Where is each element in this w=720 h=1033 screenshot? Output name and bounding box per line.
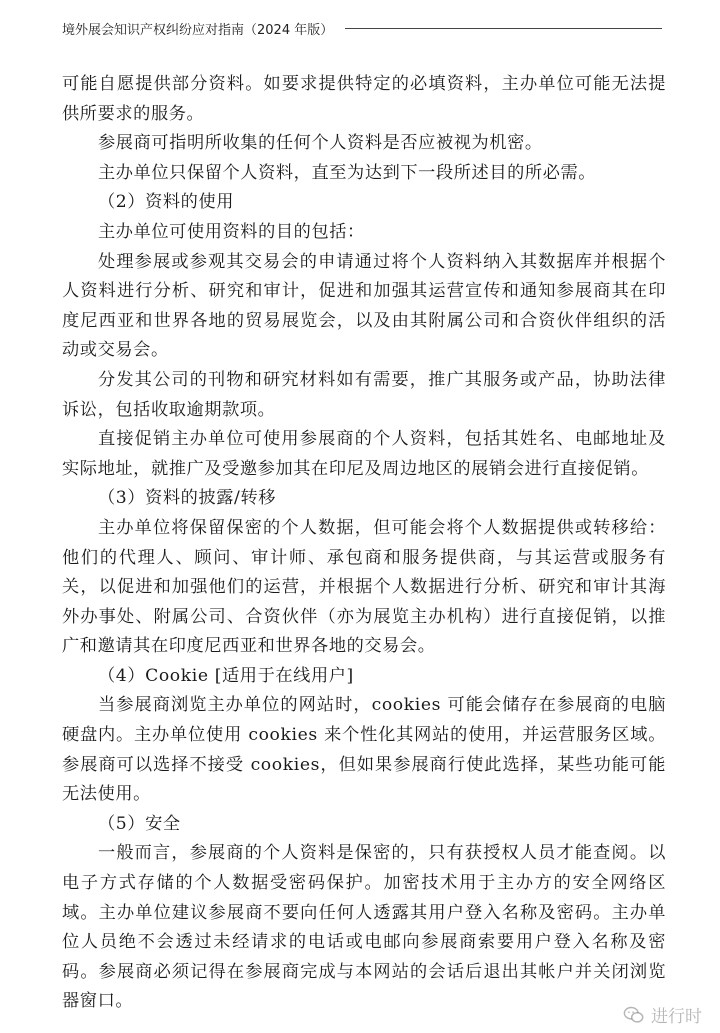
paragraph: 可能自愿提供部分资料。如要求提供特定的必填资料，主办单位可能无法提供所要求的服务。 bbox=[62, 74, 666, 124]
paragraph: 主办单位只保留个人资料，直至为达到下一段所述目的所必需。 bbox=[98, 162, 597, 183]
paragraph: 主办单位可使用资料的目的包括： bbox=[98, 221, 365, 242]
section-heading: （2）资料的使用 bbox=[98, 192, 235, 213]
paragraph: 直接促销主办单位可使用参展商的个人资料，包括其姓名、电邮地址及实际地址，就推广及受邀参加其在印尼及周边地区的展销会进行直接促销。 bbox=[62, 429, 666, 479]
section-heading: （4）Cookie [适用于在线用户] bbox=[98, 665, 354, 686]
page-header bbox=[62, 16, 662, 40]
paragraph: 一般而言，参展商的个人资料是保密的，只有获授权人员才能查阅。以电子方式存储的个人数据受密码保护。加密技术用于主办方的安全网络区域。主办单位建议参展商不要向任何人透露其用户登入名称及密码。主办单位人员绝不会透过未经请求的电话或电邮向参展商索要用户登入名称及密码。参展商必须记得在参展商完成与本网站的会话后退出其帐户并关闭浏览器窗口。 bbox=[62, 843, 666, 1012]
watermark-text: 进行时 bbox=[651, 1007, 702, 1027]
paragraph: 分发其公司的刊物和研究材料如有需要，推广其服务或产品，协助法律诉讼，包括收取逾期款项。 bbox=[62, 369, 666, 420]
header-title: 境外展会知识产权纠纷应对指南（2024 年版） bbox=[62, 22, 334, 38]
body-text bbox=[62, 70, 666, 1017]
paragraph: 参展商可指明所收集的任何个人资料是否应被视为机密。 bbox=[98, 133, 543, 154]
paragraph: 当参展商浏览主办单位的网站时，cookies 可能会储存在参展商的电脑硬盘内。主办单位使用 cookies 来个性化其网站的使用，并运营服务区域。参展商可以选择不接受 cookies，但如果参展商行使此选择，某些功能可能无法使用。 bbox=[62, 695, 666, 805]
section-heading: （3）资料的披露/转移 bbox=[98, 488, 277, 509]
section-heading: （5）安全 bbox=[98, 813, 181, 834]
watermark bbox=[623, 1002, 702, 1027]
paragraph: 处理参展或参观其交易会的申请通过将个人资料纳入其数据库并根据个人资料进行分析、研究和审计，促进和加强其运营宣传和通知参展商其在印度尼西亚和世界各地的贸易展览会，以及由其附属公司和合资伙伴组织的活动或交易会。 bbox=[62, 251, 666, 361]
header-rule bbox=[345, 28, 662, 29]
paragraph: 主办单位将保留保密的个人数据，但可能会将个人数据提供或转移给：他们的代理人、顾问、审计师、承包商和服务提供商，与其运营或服务有关，以促进和加强他们的运营，并根据个人数据进行分析、研究和审计其海外办事处、附属公司、合资伙伴（亦为展览主办机构）进行直接促销，以推广和邀请其在印度尼西亚和世界各地的交易会。 bbox=[62, 517, 666, 657]
wechat-icon bbox=[623, 1004, 645, 1026]
